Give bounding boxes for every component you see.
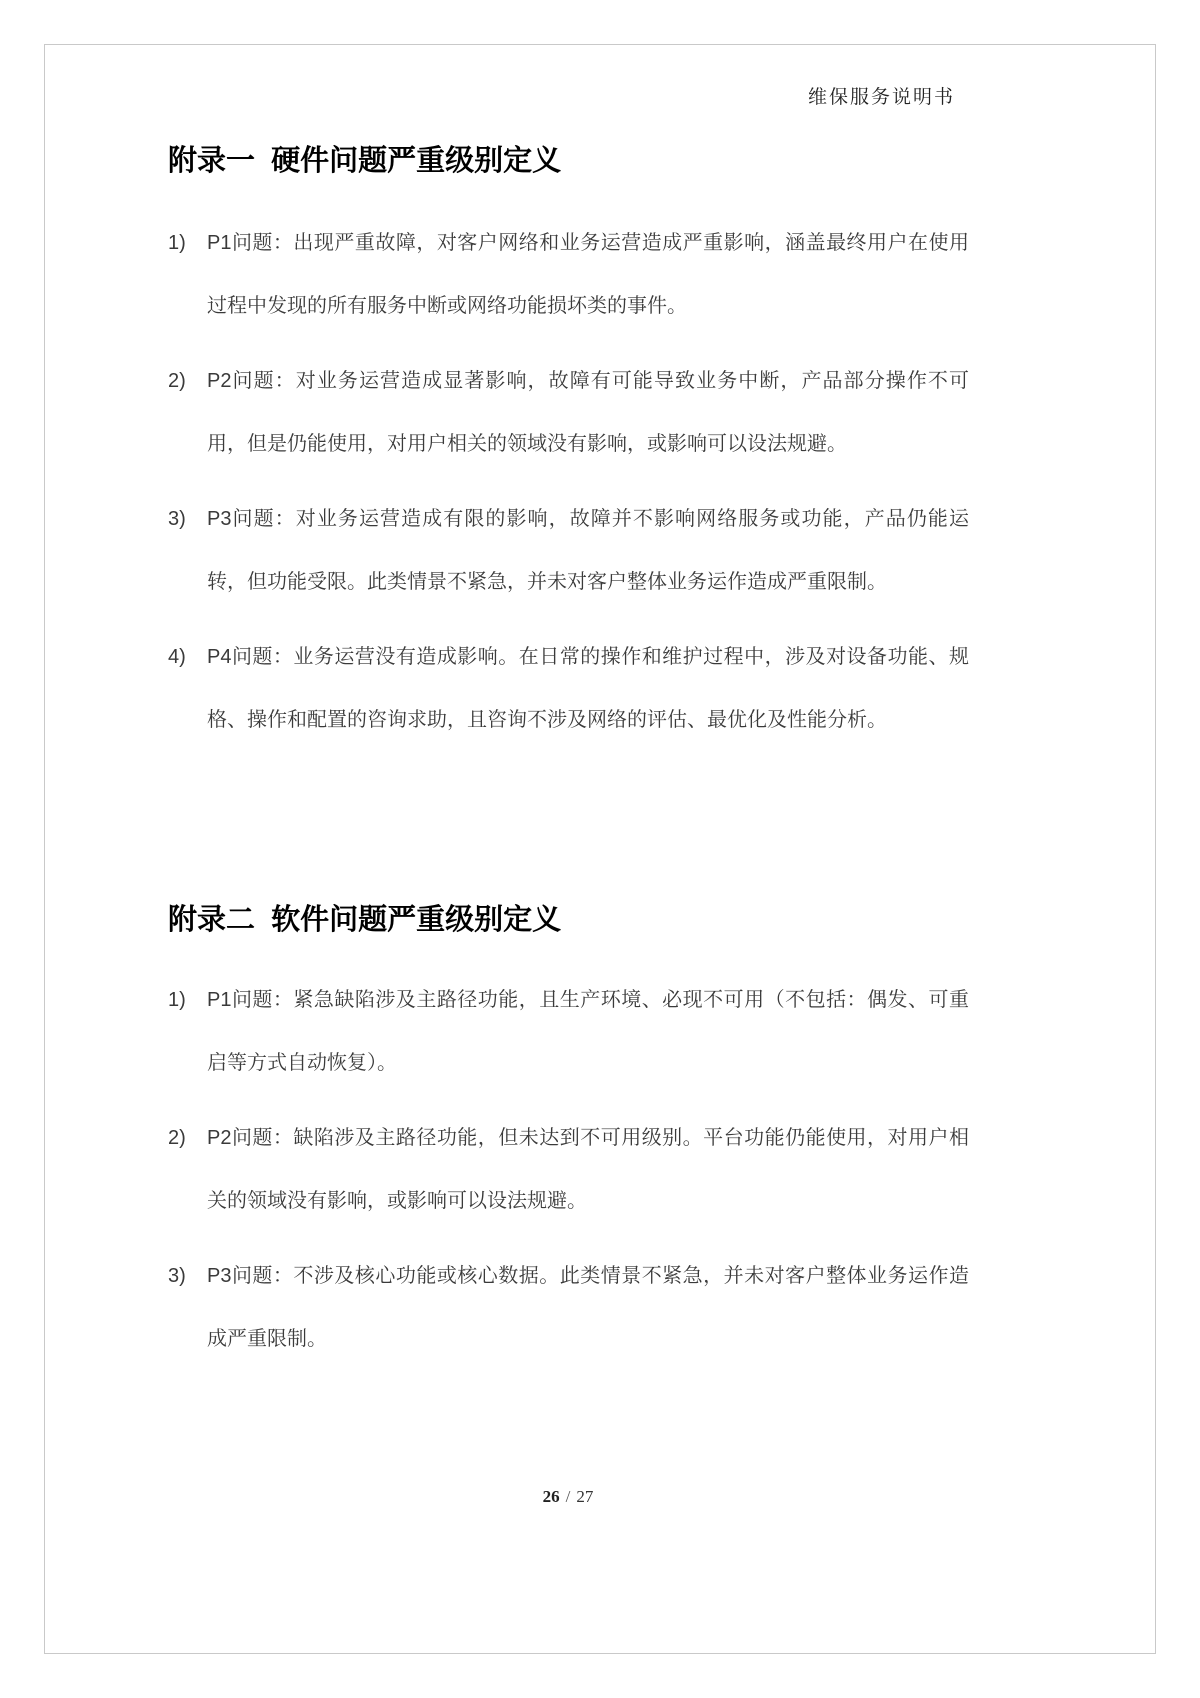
list-item — [168, 1245, 969, 1371]
list-item — [168, 626, 969, 752]
list-item — [168, 488, 969, 614]
list-item-text: P1问题：紧急缺陷涉及主路径功能，且生产环境、必现不可用（不包括：偶发、可重启等方式自动恢复）。 — [207, 989, 969, 1074]
list-item-text: P3问题：不涉及核心功能或核心数据。此类情景不紧急，并未对客户整体业务运作造成严重限制。 — [207, 1265, 969, 1350]
list-item — [168, 350, 969, 476]
hardware-severity-list — [168, 212, 969, 764]
list-item-number: 3) — [168, 1265, 186, 1287]
list-item-text: P1问题：出现严重故障，对客户网络和业务运营造成严重影响，涵盖最终用户在使用过程中发现的所有服务中断或网络功能损坏类的事件。 — [207, 232, 969, 317]
list-item-number: 1) — [168, 989, 186, 1011]
section-title-appendix-1: 附录一 硬件问题严重级别定义 — [168, 145, 562, 177]
page-footer — [168, 1487, 968, 1507]
section-title-appendix-2: 附录二 软件问题严重级别定义 — [168, 904, 562, 936]
page-number-separator: / — [565, 1487, 571, 1506]
list-item-number: 1) — [168, 232, 186, 254]
running-header: 维保服务说明书 — [807, 87, 955, 108]
list-item-text: P4问题：业务运营没有造成影响。在日常的操作和维护过程中，涉及对设备功能、规格、操作和配置的咨询求助，且咨询不涉及网络的评估、最优化及性能分析。 — [207, 646, 969, 731]
list-item-text: P2问题：缺陷涉及主路径功能，但未达到不可用级别。平台功能仍能使用，对用户相关的领域没有影响，或影响可以设法规避。 — [207, 1127, 969, 1212]
list-item — [168, 1107, 969, 1233]
list-item — [168, 212, 969, 338]
list-item-number: 3) — [168, 508, 186, 530]
list-item — [168, 969, 969, 1095]
list-item-number: 4) — [168, 646, 186, 668]
software-severity-list — [168, 969, 969, 1383]
list-item-text: P3问题：对业务运营造成有限的影响，故障并不影响网络服务或功能，产品仍能运转，但功能受限。此类情景不紧急，并未对客户整体业务运作造成严重限制。 — [207, 508, 969, 593]
list-item-text: P2问题：对业务运营造成显著影响，故障有可能导致业务中断，产品部分操作不可用，但是仍能使用，对用户相关的领域没有影响，或影响可以设法规避。 — [207, 370, 969, 455]
list-item-number: 2) — [168, 370, 186, 392]
total-page-number: 27 — [576, 1487, 594, 1506]
current-page-number: 26 — [542, 1487, 560, 1506]
list-item-number: 2) — [168, 1127, 186, 1149]
